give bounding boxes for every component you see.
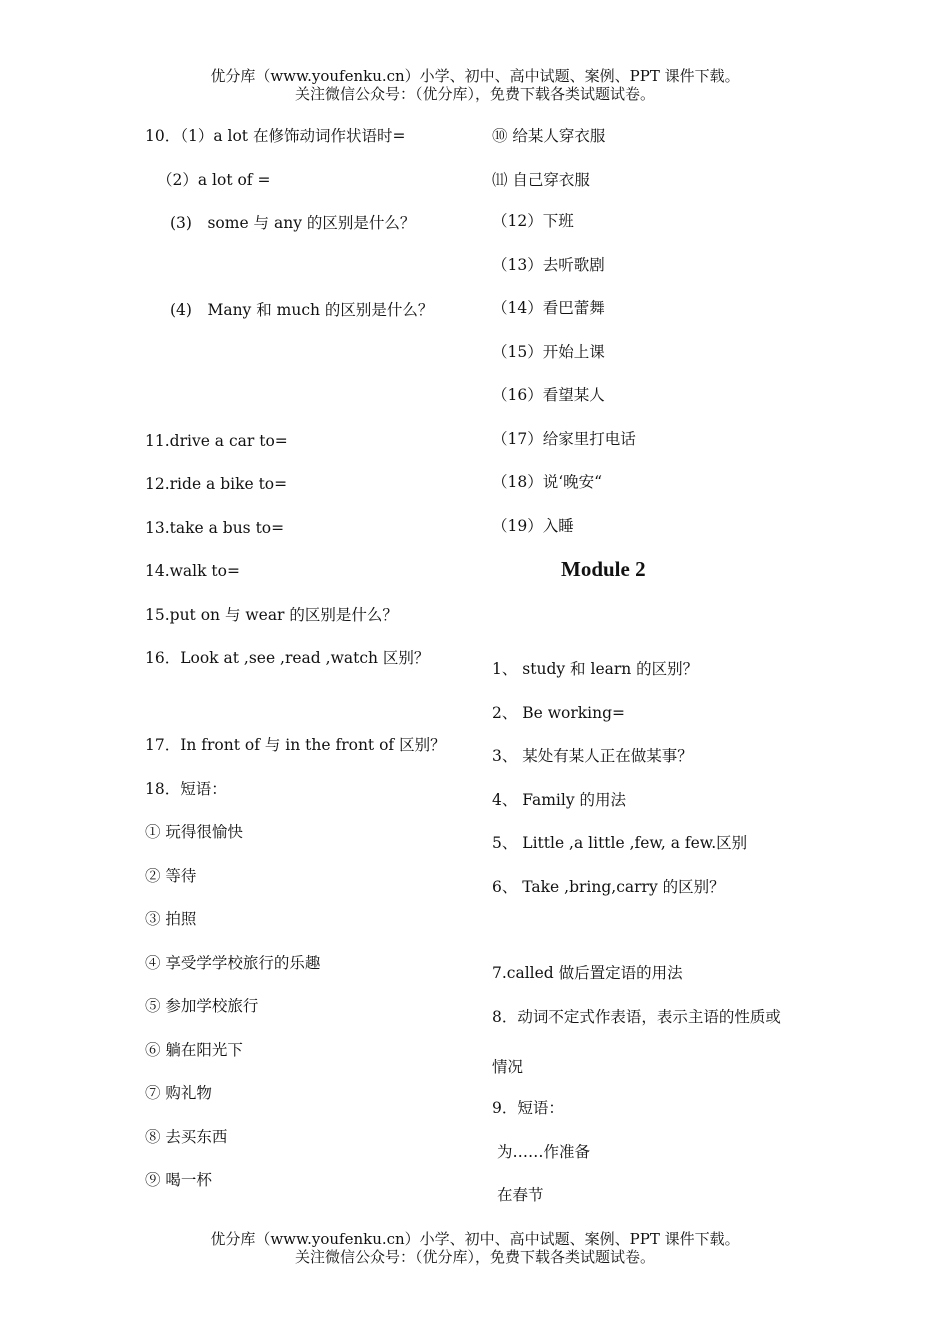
question-12: 12.ride a bike to= [145,475,288,493]
page-footer [0,1230,950,1266]
module-item-4: 4、 Family 的用法 [492,791,627,809]
module-item-9: 9．短语： [492,1099,564,1117]
page-header [0,67,950,103]
module-item-3: 3、 某处有某人正在做某事？ [492,747,693,765]
question-15: 15.put on 与 wear 的区别是什么？ [145,606,398,624]
phrase-19: （19）入睡 [492,517,574,535]
question-17: 17．In front of 与 in the front of 区别？ [145,736,446,754]
module-item-5: 5、 Little ,a little ,few, a few.区别 [492,834,748,852]
module-item-6: 6、 Take ,bring,carry 的区别？ [492,878,725,896]
phrase-13: （13）去听歌剧 [492,256,605,274]
module-item-7: 7.called 做后置定语的用法 [492,964,683,982]
footer-line-1: 优分库（www.youfenku.cn）小学、初中、高中试题、案例、PPT 课件下载。 [210,1230,740,1248]
phrase-1: ① 玩得很愉快 [145,823,243,841]
question-14: 14.walk to= [145,562,240,580]
question-10-2: （2）a lot of = [157,171,271,189]
phrase-16: （16）看望某人 [492,386,605,404]
question-18: 18．短语： [145,780,227,798]
phrase-10: ⑩ 给某人穿衣服 [492,127,606,145]
question-10-4: (4) Many 和 much 的区别是什么？ [170,301,434,319]
module-item-8: 8．动词不定式作表语，表示主语的性质或 [492,1008,781,1026]
phrase-7: ⑦ 购礼物 [145,1084,212,1102]
question-11: 11.drive a car to= [145,432,288,450]
question-10-1: 10．（1）a lot 在修饰动词作状语时= [145,127,406,145]
phrase-11: ⑾ 自己穿衣服 [492,171,590,189]
module-item-8-continued: 情况 [492,1058,524,1076]
phrase-8: ⑧ 去买东西 [145,1128,228,1146]
phrase-15: （15）开始上课 [492,343,605,361]
phrase-18: （18）说‘晚安“ [492,473,603,491]
phrase-17: （17）给家里打电话 [492,430,636,448]
module-item-2: 2、 Be working= [492,704,626,722]
phrase-5: ⑤ 参加学校旅行 [145,997,259,1015]
phrase-9: ⑨ 喝一杯 [145,1171,212,1189]
question-13: 13.take a bus to= [145,519,285,537]
module-phrase-prepare: 为……作准备 [497,1143,591,1161]
module-title: Module 2 [561,557,646,581]
header-line-1: 优分库（www.youfenku.cn）小学、初中、高中试题、案例、PPT 课件下载。 [210,67,740,85]
phrase-14: （14）看巴蕾舞 [492,299,605,317]
phrase-4: ④ 享受学学校旅行的乐趣 [145,954,321,972]
module-item-1: 1、 study 和 learn 的区别？ [492,660,699,678]
phrase-3: ③ 拍照 [145,910,197,928]
phrase-2: ② 等待 [145,867,197,885]
question-10-3: (3) some 与 any 的区别是什么？ [170,214,416,232]
header-line-2: 关注微信公众号：（优分库），免费下载各类试题试卷。 [294,85,655,103]
phrase-6: ⑥ 躺在阳光下 [145,1041,243,1059]
module-phrase-spring-festival: 在春节 [497,1186,544,1204]
footer-line-2: 关注微信公众号：（优分库），免费下载各类试题试卷。 [294,1248,655,1266]
question-16: 16．Look at ,see ,read ,watch 区别？ [145,649,430,667]
phrase-12: （12）下班 [492,212,574,230]
